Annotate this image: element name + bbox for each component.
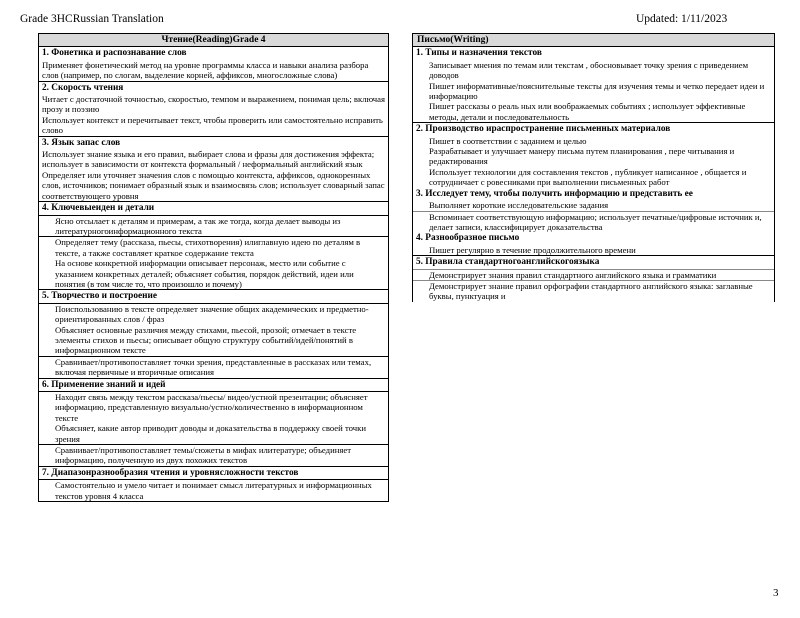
section-heading: 6. Применение знаний и идей [42, 379, 166, 390]
section-text: Самостоятельно и умело читает и понимает смысл литературных и информационных текстов уровня 4 класса [39, 479, 388, 501]
section-heading: 2. Производство ираспространение письменных материалов [416, 124, 671, 135]
section-text: Сравнивает/противопоставляет точки зрения, представленные в рассказах или темах, включая первичные и вторичные описания [39, 356, 388, 378]
section-heading: 3. Исследует тему, чтобы получить информацию и представить ее [416, 188, 693, 199]
section-text: Разрабатывает и улучшает манеру письма путем планирования , пере читывания и редактирования [429, 146, 735, 167]
section-text: Демонстрирует знания правил стандартного английского языка и грамматики [413, 269, 774, 280]
page-number: 3 [773, 587, 779, 599]
section-text: Применяет фонетический метод на уровне программы класса и навыки анализа разбора слов (например, по слогам, выделение корней, аффиксов, многосложные слова) [42, 59, 369, 81]
reading-section [39, 290, 388, 378]
section-heading: 5. Творчество и построение [42, 291, 157, 302]
writing-section [413, 122, 774, 187]
reading-column [38, 33, 389, 502]
section-text: Выполняет короткие исследовательские задания [429, 200, 609, 211]
reading-title: Чтение(Reading)Grade 4 [39, 34, 388, 47]
section-text: Использует знание языка и его правил, выбирает слова и фразы для достижения эффекта; использует в зависимости от контекста формальный / неформальный английский язык [42, 149, 375, 170]
section-text: Ясно отсылает к деталям и примерам, а так же тогда, когда делает выводы из литературногоинформационного текста [39, 215, 388, 237]
section-text: Пишет информативные/пояснительные тексты для изучения темы и четко передает идеи и информацию [429, 80, 765, 102]
section-heading: 7. Диапазонразнообразия чтения и уровнясложности текстов [42, 467, 299, 478]
reading-section [39, 47, 388, 81]
writing-section [413, 232, 774, 255]
writing-section [413, 47, 774, 122]
section-heading: 3. Язык запас слов [42, 137, 121, 148]
writing-title: Письмо(Writing) [413, 34, 774, 47]
section-text: Использует контекст и перечитывает текст, чтобы проверить или самостоятельно исправить слово [42, 114, 383, 136]
section-text: Пишет рассказы о реаль ных или воображаемых событиях ; использует эффективные методы, детали и последовательность [429, 101, 746, 122]
writing-section [413, 188, 774, 233]
section-text: Пишет в соответствии с заданием и целью [429, 135, 587, 146]
section-text: Сравнивает/противопоставляет темы/сюжеты в мифах илитературе; объединяет информацию, полученную из двух похожих текстов [39, 444, 388, 466]
reading-section [39, 82, 388, 137]
updated-date: Updated: 1/11/2023 [636, 13, 728, 25]
section-text: Демонстрирует знание правил орфографии стандартного английского языка: заглавные буквы, пунктуация и [413, 280, 774, 302]
section-text: Пишет регулярно в течение продолжительного времени [429, 244, 636, 255]
document-title: Grade 3HCRussian Translation [20, 13, 164, 25]
writing-section [413, 255, 774, 302]
section-heading: 2. Скорость чтения [42, 82, 124, 93]
reading-section [39, 137, 388, 202]
section-text: Находит связь между текстом рассказа/пьесы/ видео/устной презентации; объясняет информацию, представленную визуально/устно/количественно в информационном тексте Объясняет, какие автор приводит доводы и доказательства в поддержку своей точки зрения [39, 391, 388, 444]
section-text: Определяет или уточняет значения слов с помощью контекста, аффиксов, однокоренных слов, источников; понимает образный язык и взаимосвязь слов; использует словарный запас соответствующего уровня [42, 169, 385, 201]
section-heading: 4. Ключевыеиден и детали [42, 203, 155, 214]
section-text: Использует технологии для составления текстов , публикует написанное , общается и сотрудничает с ровесниками при выполнении письменных работ [429, 166, 747, 188]
section-heading: 5. Правила стандартногоанглийскогоязыка [416, 257, 600, 268]
section-text: Читает с достаточной точностью, скоростью, темпом и выражением, понимая цель; включая прозу и поэзию [42, 94, 385, 115]
reading-section [39, 379, 388, 467]
reading-section [39, 202, 388, 290]
reading-section [39, 467, 388, 501]
section-text: Записывает мнения по темам или текстам , обосновывает точку зрения с приведением доводов [429, 59, 749, 81]
section-heading: 4. Разнообразное письмо [416, 233, 520, 244]
section-text: Поиспользованию в тексте определяет значение общих академических и предметно-ориентированных слов / фраз Объясняет основные различия между стихами, пьесой, прозой; отмечает в тексте элементы стихов и пьесы; описывает общую структуру событий/идей/понятий в информационном тексте [39, 303, 388, 356]
writing-column [412, 33, 775, 302]
section-text: Вспоминает соответствующую информацию; использует печатные/цифровые источник и, делает записи, классифицирует доказательства [413, 211, 774, 233]
section-text: Определяет тему (рассказа, пьесы, стихотворения) илиглавную идею по деталям в тексте, а также составляет краткое содержание текста На основе конкретной информации описывает персонаж, место или событие с указанием конкретных деталей; объясняет события, порядок действий, идеи или понятия (в том числе то, что произошло и почему) [39, 236, 388, 289]
section-heading: 1. Фонетика и распознавание слов [42, 48, 187, 59]
section-heading: 1. Типы и назначения текстов [416, 48, 542, 59]
